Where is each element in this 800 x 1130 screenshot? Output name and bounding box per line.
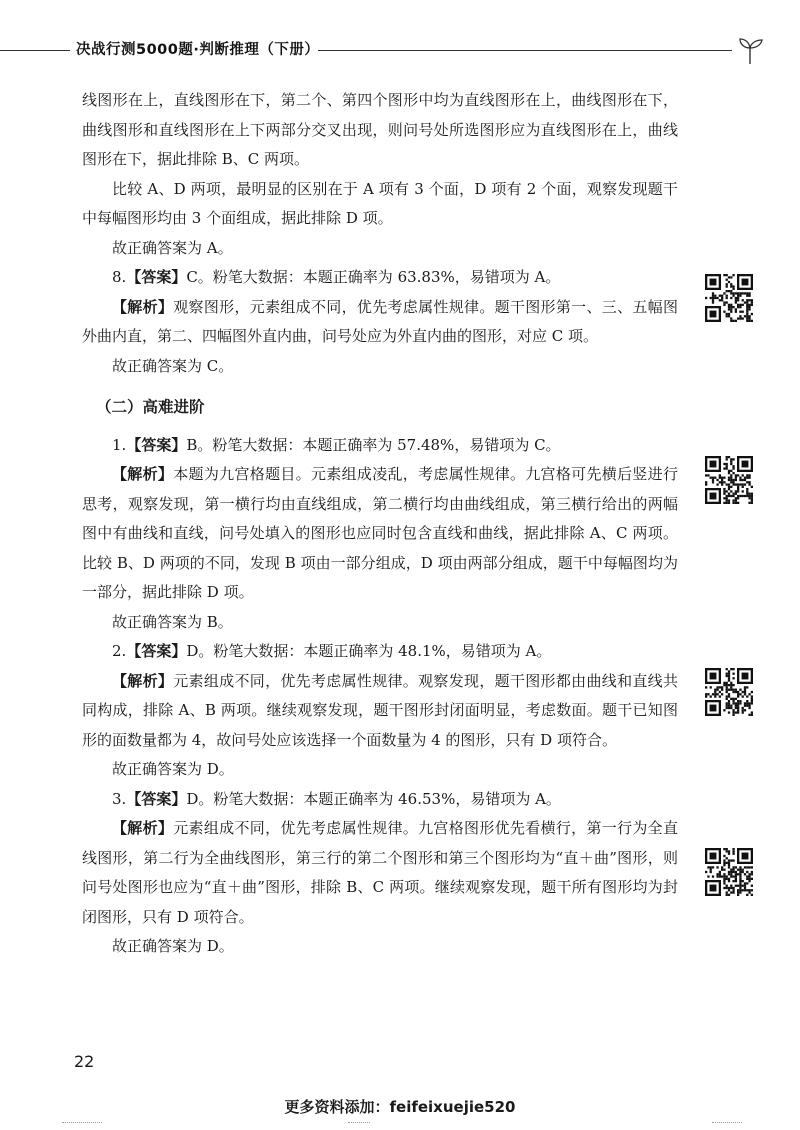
question-number: 2.: [112, 642, 127, 660]
header-rule-left: [0, 50, 70, 51]
answer-tag: 【答案】: [126, 789, 187, 808]
answer-explanations: [82, 86, 678, 962]
paragraph-text: 线图形在上，直线图形在下，第二个、第四个图形中均为直线图形在上，曲线图形在下，曲线图形和直线图形在上下两部分交叉出现，则问号处所选图形应为直线图形在上，曲线图形在下，据此排除 B、C 两项。: [82, 91, 678, 168]
text-paragraph: [82, 608, 678, 638]
paragraph-text: 故正确答案为 D。: [112, 760, 234, 778]
answer-paragraph: [82, 637, 678, 667]
paragraph-text: 故正确答案为 A。: [112, 238, 233, 257]
header-title: 决战行测5000题·判断推理（下册）: [76, 42, 320, 58]
text-paragraph: [82, 352, 678, 382]
paragraph-text: C。粉笔大数据：本题正确率为 63.83%，易错项为 A。: [186, 268, 561, 286]
qr-code-icon[interactable]: [705, 668, 753, 716]
qr-code-icon[interactable]: [705, 848, 753, 896]
qr-code-icon[interactable]: [705, 456, 753, 504]
paragraph-text: 故正确答案为 B。: [112, 612, 233, 631]
paragraph-text: D。粉笔大数据：本题正确率为 46.53%，易错项为 A。: [186, 789, 561, 808]
footer-note: 更多资料添加：feifeixuejie520: [284, 1098, 516, 1116]
footer-dots: [348, 1122, 370, 1125]
analysis-paragraph: [82, 460, 678, 608]
answer-tag: 【答案】: [126, 435, 187, 454]
paragraph-text: 本题为九宫格题目。元素组成凌乱，考虑属性规律。九宫格可先横后竖进行思考，观察发现，第一横行均由直线组成，第二横行均由曲线组成，第三横行给出的两幅图中有曲线和直线，问号处填入的图形也应同时包含直线和曲线，据此排除 A、C 两项。比较 B、D 两项的不同，发现 B 项由一部分组成，D 项由两部分组成，题干中每幅图均为一部分，据此排除 D 项。: [82, 465, 678, 601]
qr-code-icon[interactable]: [705, 274, 753, 322]
footer-dots: [712, 1122, 742, 1125]
paragraph-text: 故正确答案为 C。: [112, 356, 234, 375]
running-header: [0, 36, 800, 64]
answer-tag: 【解析】: [112, 297, 174, 316]
answer-paragraph: [82, 785, 678, 815]
paragraph-text: 故正确答案为 D。: [112, 937, 234, 955]
answer-paragraph: [82, 263, 678, 293]
paragraph-text: 比较 A、D 两项，最明显的区别在于 A 项有 3 个面，D 项有 2 个面，观察发现题干中每幅图形均由 3 个面组成，据此排除 D 项。: [82, 179, 678, 227]
analysis-paragraph: [82, 667, 678, 756]
answer-tag: 【答案】: [126, 642, 187, 660]
question-number: 8.: [112, 268, 127, 286]
question-number: 3.: [112, 789, 127, 808]
paragraph-text: 观察图形，元素组成不同，优先考虑属性规律。题干图形第一、三、五幅图外曲内直，第二、四幅图外直内曲，问号处应为外直内曲的图形，对应 C 项。: [82, 297, 678, 345]
page-number: 22: [74, 1052, 95, 1071]
paragraph-text: D。粉笔大数据：本题正确率为 48.1%，易错项为 A。: [186, 642, 552, 660]
section-title: （二）高难进阶: [96, 398, 205, 416]
analysis-paragraph: [82, 293, 678, 352]
paragraph-text: B。粉笔大数据：本题正确率为 57.48%，易错项为 C。: [186, 435, 561, 454]
text-paragraph: [82, 932, 678, 962]
answer-tag: 【解析】: [112, 465, 174, 483]
answer-tag: 【解析】: [112, 671, 174, 690]
paragraph-text: 元素组成不同，优先考虑属性规律。九宫格图形优先看横行，第一行为全直线图形，第二行为全曲线图形，第三行的第二个图形和第三个图形均为“直＋曲”图形，则问号处图形也应为“直＋曲”图形，排除 B、C 两项。继续观察发现，题干所有图形均为封闭图形，只有 D 项符合。: [82, 819, 678, 926]
answer-tag: 【答案】: [126, 268, 187, 286]
text-paragraph: [82, 86, 678, 175]
analysis-paragraph: [82, 814, 678, 932]
sprout-icon: [734, 36, 768, 66]
text-paragraph: [82, 175, 678, 234]
text-paragraph: [82, 234, 678, 264]
question-number: 1.: [112, 435, 127, 454]
footer-dots: [62, 1122, 102, 1125]
answer-paragraph: [82, 431, 678, 461]
answer-tag: 【解析】: [112, 819, 174, 837]
text-paragraph: [82, 755, 678, 785]
header-rule-right: [318, 50, 732, 51]
paragraph-text: 元素组成不同，优先考虑属性规律。观察发现，题干图形都由曲线和直线共同构成，排除 A、B 两项。继续观察发现，题干图形封闭面明显，考虑数面。题干已知图形的面数量都为 4，故问号处应该选择一个面数量为 4 的图形，只有 D 项符合。: [82, 671, 678, 749]
